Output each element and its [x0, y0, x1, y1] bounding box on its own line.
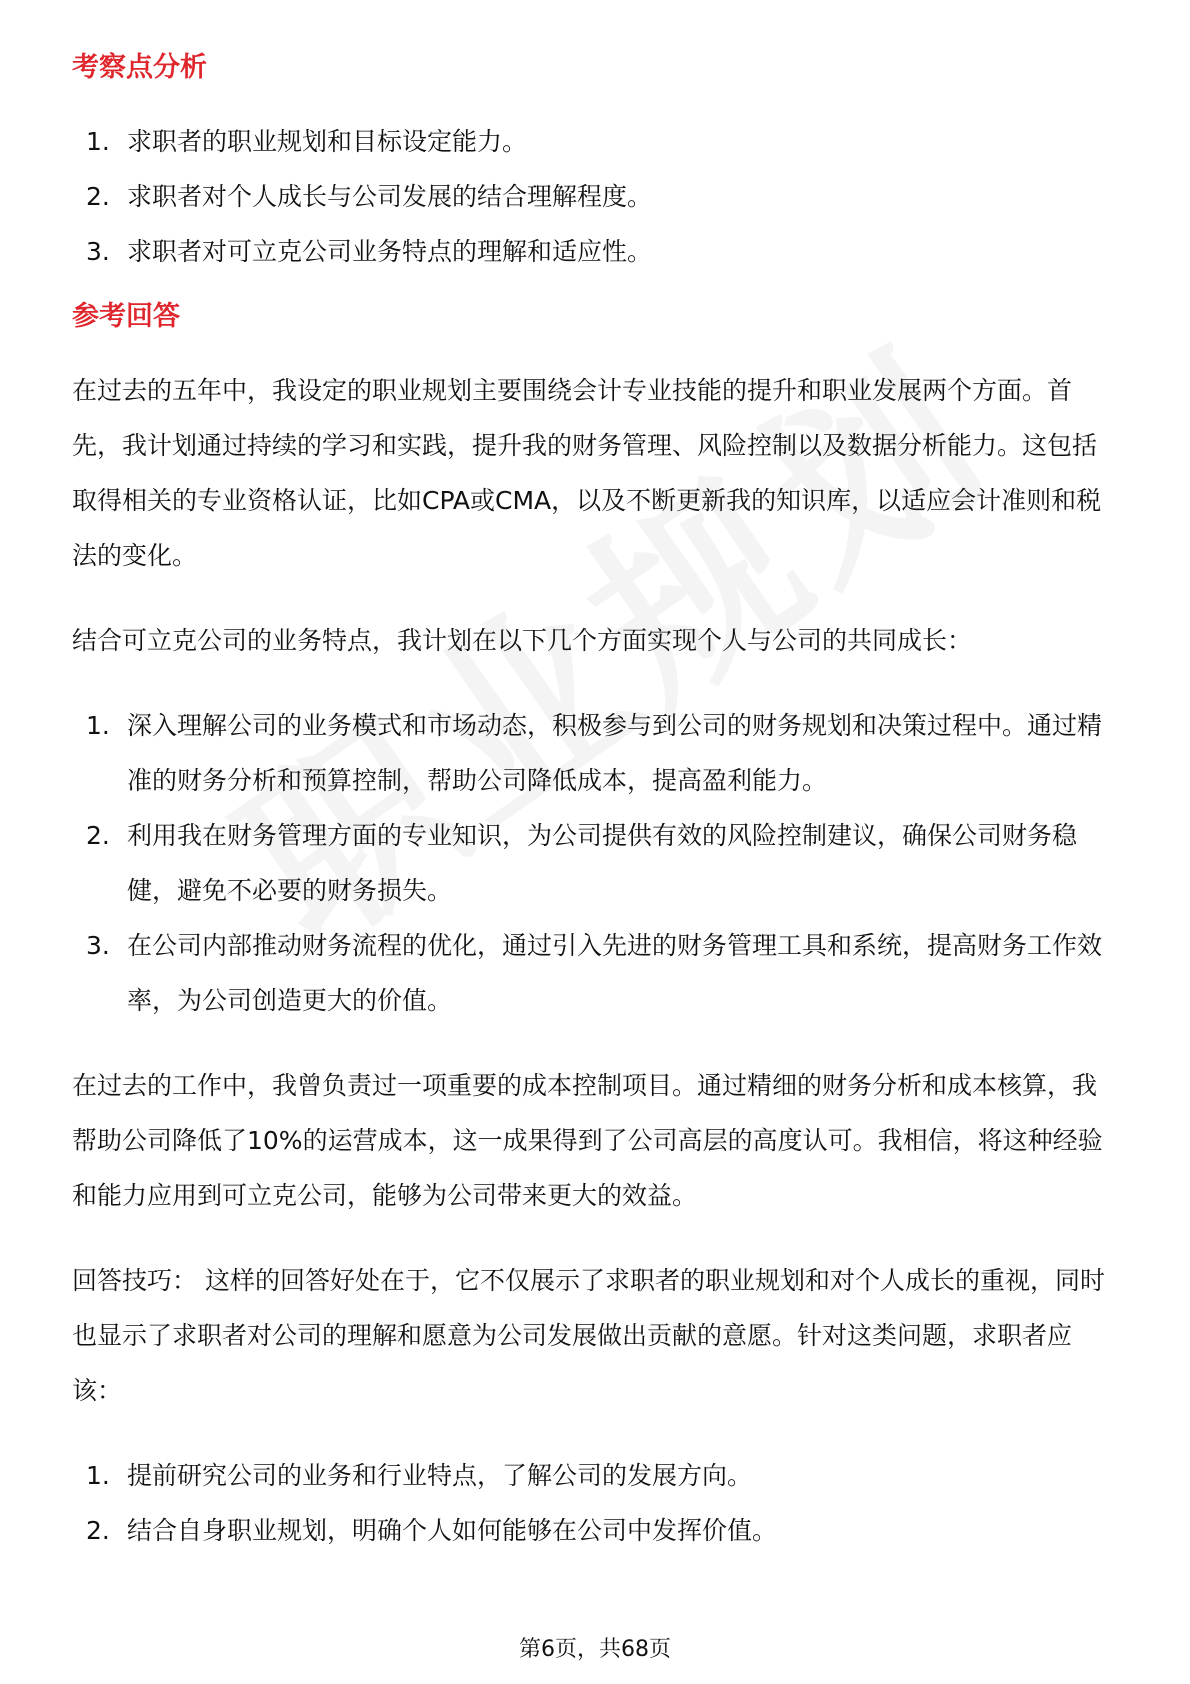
list-item: 1. 深入理解公司的业务模式和市场动态，积极参与到公司的财务规划和决策过程中。通过精准的财务分析和预算控制，帮助公司降低成本，提高盈利能力。: [86, 711, 1103, 795]
answer-paragraph-2: 结合可立克公司的业务特点，我计划在以下几个方面实现个人与公司的共同成长：: [72, 626, 973, 655]
list-item: 1. 求职者的职业规划和目标设定能力。: [86, 127, 528, 156]
list-item: 2. 求职者对个人成长与公司发展的结合理解程度。: [86, 182, 653, 211]
list-item: 2. 利用我在财务管理方面的专业知识，为公司提供有效的风险控制建议，确保公司财务稳健，避免不必要的财务损失。: [86, 821, 1078, 905]
list-item: 1. 提前研究公司的业务和行业特点，了解公司的发展方向。: [86, 1461, 753, 1490]
page-footer: 第6页，共68页: [519, 1637, 671, 1662]
list-item: 3. 求职者对可立克公司业务特点的理解和适应性。: [86, 237, 653, 266]
growth-plan-list: [72, 698, 1117, 1028]
list-item: 2. 结合自身职业规划，明确个人如何能够在公司中发挥价值。: [86, 1516, 778, 1545]
analysis-list: [72, 114, 1117, 279]
list-item: 3. 在公司内部推动财务流程的优化，通过引入先进的财务管理工具和系统，提高财务工作效率，为公司创造更大的价值。: [86, 931, 1103, 1015]
answer-paragraph-3: 在过去的工作中，我曾负责过一项重要的成本控制项目。通过精细的财务分析和成本核算，我帮助公司降低了10%的运营成本，这一成果得到了公司高层的高度认可。我相信，将这种经验和能力应用到可立克公司，能够为公司带来更大的效益。: [72, 1071, 1103, 1210]
section-title-answer: 参考回答: [72, 301, 180, 332]
section-title-analysis: 考察点分析: [72, 52, 207, 83]
document-body: [72, 48, 1117, 1558]
answer-tips-paragraph: 回答技巧： 这样的回答好处在于，它不仅展示了求职者的职业规划和对个人成长的重视，同时也显示了求职者对公司的理解和愿意为公司发展做出贡献的意愿。针对这类问题，求职者应该：: [72, 1266, 1105, 1405]
tips-list: [72, 1448, 1117, 1558]
answer-paragraph-1: 在过去的五年中，我设定的职业规划主要围绕会计专业技能的提升和职业发展两个方面。首先，我计划通过持续的学习和实践，提升我的财务管理、风险控制以及数据分析能力。这包括取得相关的专业资格认证，比如CPA或CMA，以及不断更新我的知识库，以适应会计准则和税法的变化。: [72, 376, 1102, 570]
